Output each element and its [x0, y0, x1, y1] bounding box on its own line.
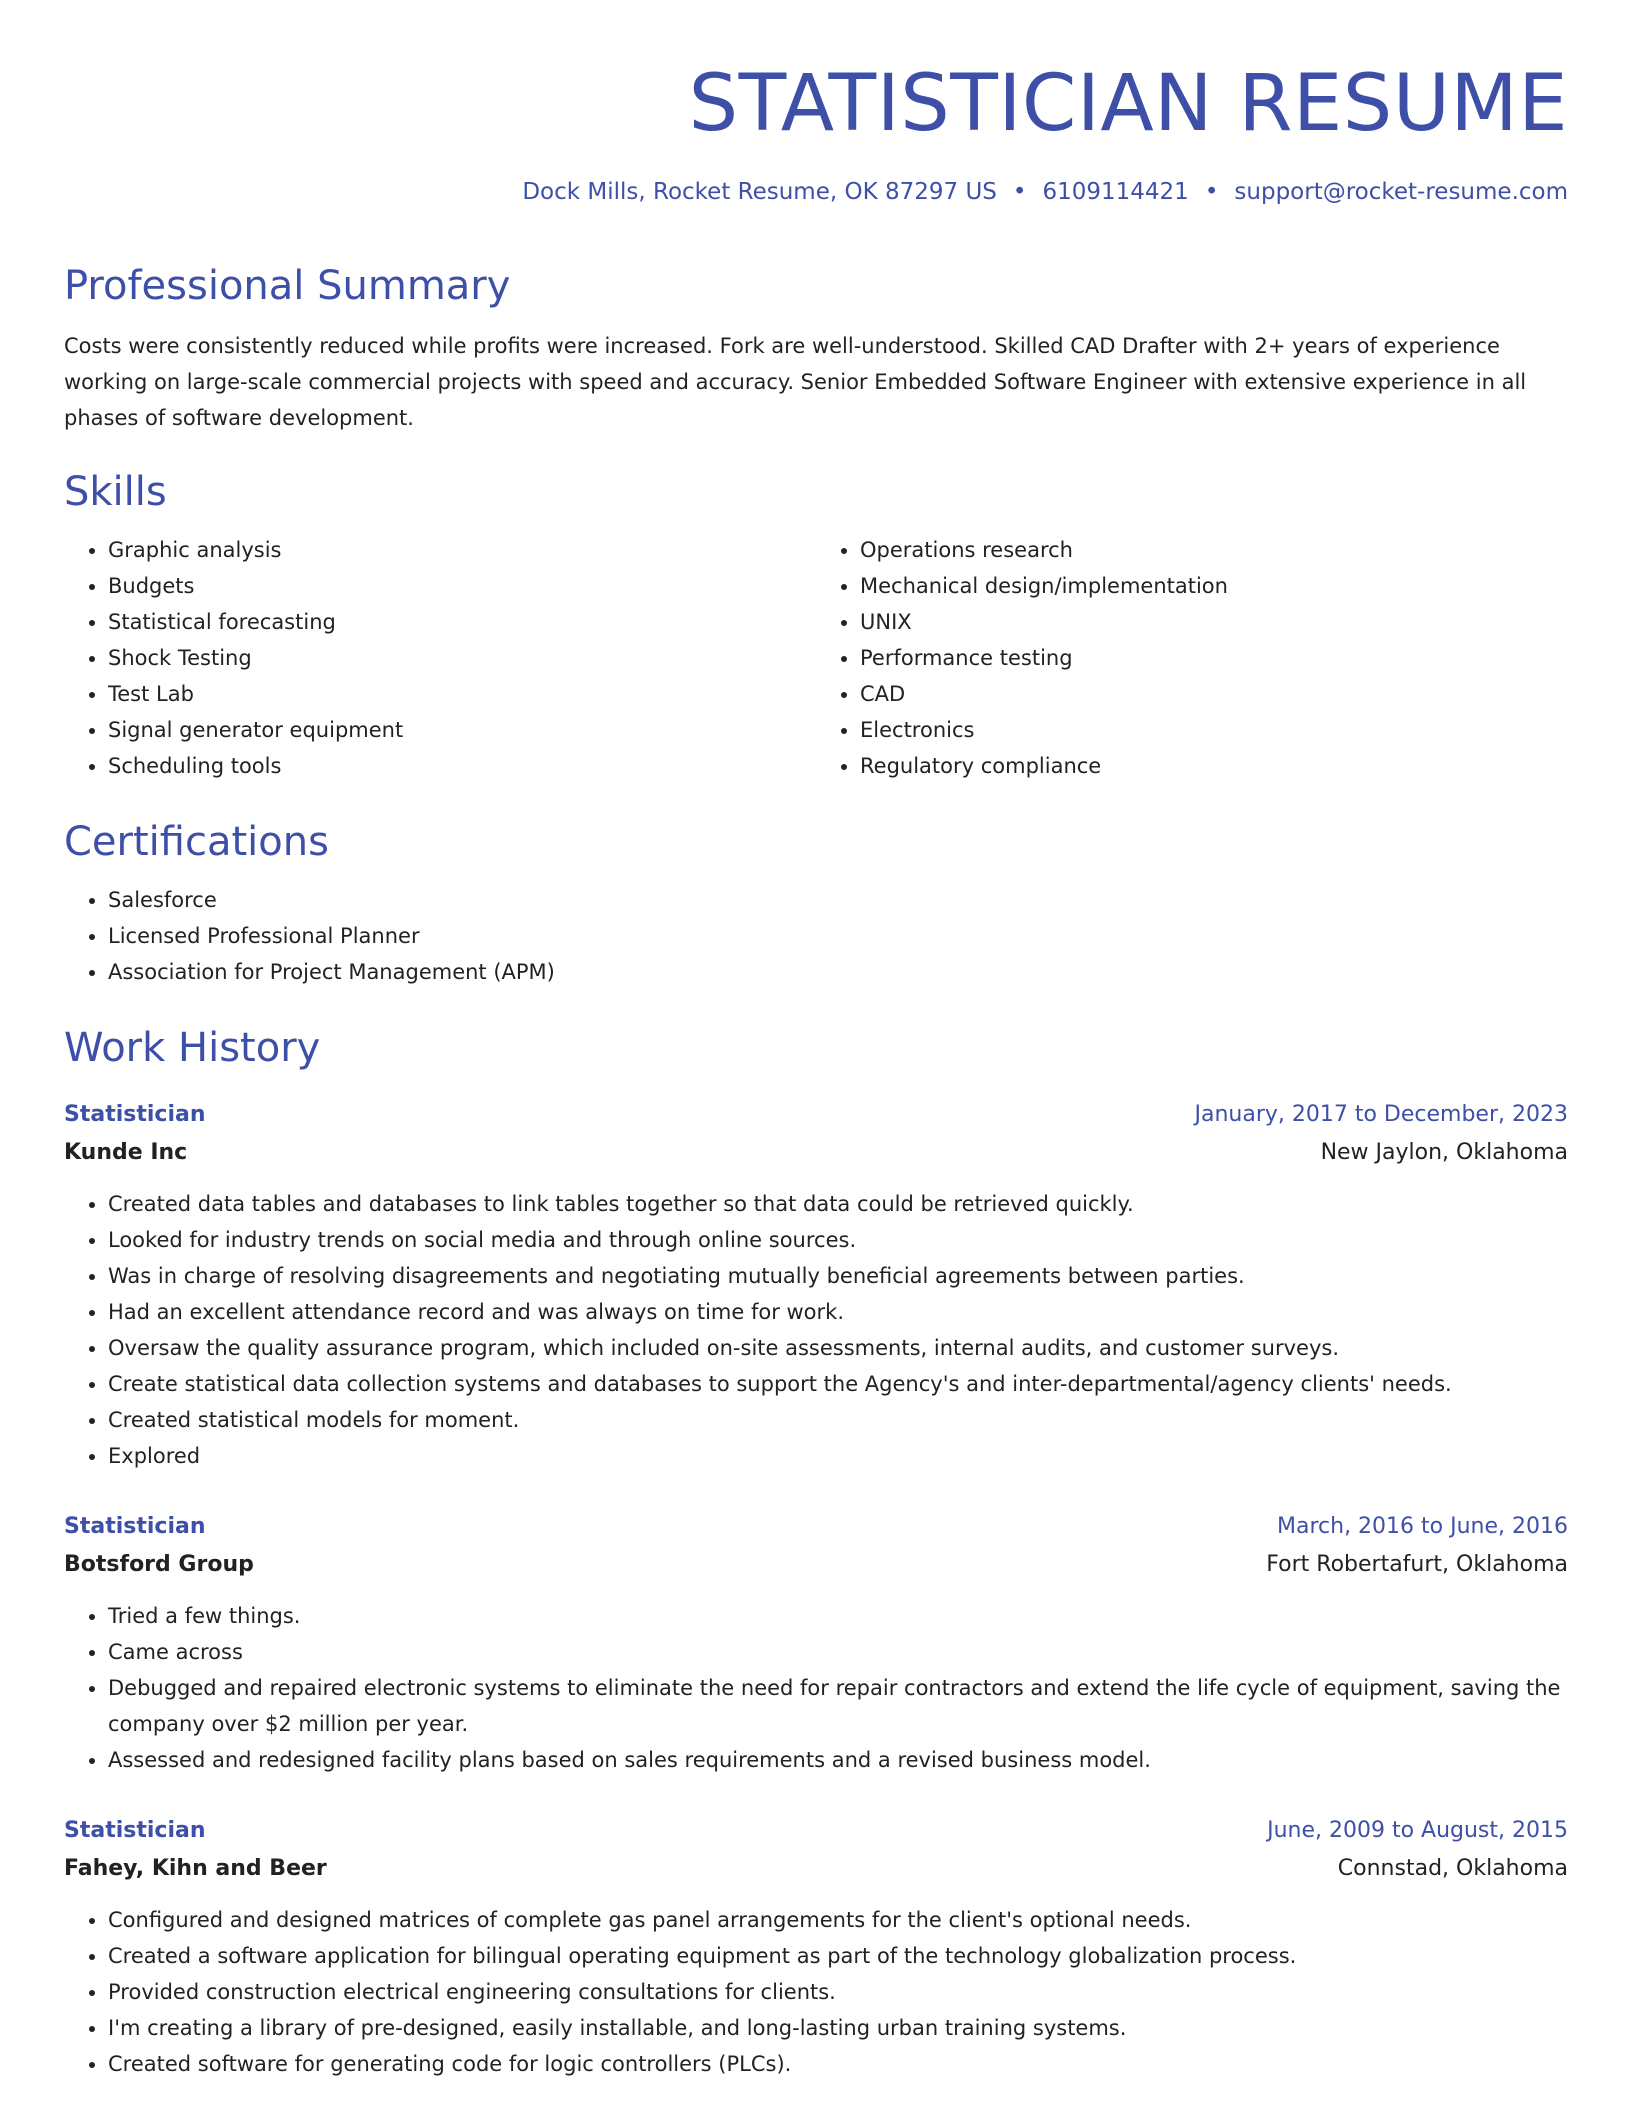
- job-bullets: [64, 1902, 1568, 2082]
- job-title: Statistician: [64, 1102, 206, 1127]
- contact-address: Dock Mills, Rocket Resume, OK 87297 US: [522, 179, 997, 205]
- job-bullet: • Had an excellent attendance record and was always on time for work.: [108, 1294, 1568, 1330]
- certification-item: • Salesforce: [108, 882, 1568, 918]
- work-history-heading: Work History: [64, 1025, 321, 1071]
- skill-item: • Signal generator equipment: [108, 712, 816, 748]
- skills-section: [64, 466, 1568, 784]
- job-dates: March, 2016 to June, 2016: [1277, 1514, 1568, 1539]
- summary-text: Costs were consistently reduced while profits were increased. Fork are well-understood. Skilled CAD Drafter with 2+ years of experience working on large-scale commercial projects with speed and accuracy. Senior Embedded Software Engineer with extensive experience in all phases of software development.: [64, 334, 1527, 430]
- skill-item: • Electronics: [860, 712, 1568, 748]
- job-bullet: • Explored: [108, 1438, 1568, 1474]
- job-header-row: [64, 1812, 1568, 1850]
- skill-item: • Mechanical design/implementation: [860, 568, 1568, 604]
- job-bullet: • Created data tables and databases to link tables together so that data could be retrieved quickly.: [108, 1186, 1568, 1222]
- job-entry: [64, 1096, 1568, 1474]
- skill-item: • Shock Testing: [108, 640, 816, 676]
- job-company: Botsford Group: [64, 1552, 254, 1577]
- job-bullet: • Assessed and redesigned facility plans based on sales requirements and a revised business model.: [108, 1742, 1568, 1778]
- job-header-row: [64, 1096, 1568, 1134]
- job-bullet: • Looked for industry trends on social media and through online sources.: [108, 1222, 1568, 1258]
- job-company: Kunde Inc: [64, 1140, 188, 1165]
- job-title: Statistician: [64, 1818, 206, 1843]
- job-entry: [64, 1508, 1568, 1778]
- job-company-row: [64, 1546, 1568, 1584]
- certifications-list: [64, 882, 1568, 990]
- job-bullet: • Created statistical models for moment.: [108, 1402, 1568, 1438]
- contact-separator: •: [1012, 179, 1027, 205]
- job-bullet: • Oversaw the quality assurance program, which included on-site assessments, internal audits, and customer surveys.: [108, 1330, 1568, 1366]
- work-history-section: [64, 1022, 1568, 2082]
- skill-item: • Statistical forecasting: [108, 604, 816, 640]
- job-bullet: • Created software for generating code for logic controllers (PLCs).: [108, 2046, 1568, 2082]
- skills-columns: [64, 532, 1568, 784]
- skill-item: • Budgets: [108, 568, 816, 604]
- summary-section: [64, 260, 1568, 436]
- job-location: Connstad, Oklahoma: [1337, 1856, 1568, 1881]
- job-bullet: • Was in charge of resolving disagreements and negotiating mutually beneficial agreements between parties.: [108, 1258, 1568, 1294]
- skill-item: • CAD: [860, 676, 1568, 712]
- job-bullet: • Came across: [108, 1634, 1568, 1670]
- job-bullet: • Tried a few things.: [108, 1598, 1568, 1634]
- certification-item: • Licensed Professional Planner: [108, 918, 1568, 954]
- skill-item: • Regulatory compliance: [860, 748, 1568, 784]
- certifications-heading: Certifications: [64, 819, 329, 865]
- job-bullets: [64, 1598, 1568, 1778]
- job-bullet: • Configured and designed matrices of complete gas panel arrangements for the client's optional needs.: [108, 1902, 1568, 1938]
- skill-item: • Scheduling tools: [108, 748, 816, 784]
- job-entry: [64, 1812, 1568, 2082]
- job-header-row: [64, 1508, 1568, 1546]
- certifications-section: [64, 816, 1568, 990]
- skills-heading: Skills: [64, 469, 167, 515]
- contact-line: [64, 176, 1568, 208]
- job-company-row: [64, 1850, 1568, 1888]
- job-company-row: [64, 1134, 1568, 1172]
- job-bullet: • Create statistical data collection systems and databases to support the Agency's and inter-departmental/agency clients' needs.: [108, 1366, 1568, 1402]
- contact-separator: •: [1204, 179, 1219, 205]
- skills-left-list: [64, 532, 816, 784]
- skills-right-list: [816, 532, 1568, 784]
- certification-item: • Association for Project Management (APM): [108, 954, 1568, 990]
- skill-item: • UNIX: [860, 604, 1568, 640]
- resume-page: [64, 0, 1568, 2082]
- summary-heading: Professional Summary: [64, 263, 511, 309]
- skill-item: • Operations research: [860, 532, 1568, 568]
- job-bullet: • Created a software application for bilingual operating equipment as part of the technology globalization process.: [108, 1938, 1568, 1974]
- job-bullet: • Debugged and repaired electronic systems to eliminate the need for repair contractors and extend the life cycle of equipment, saving the company over $2 million per year.: [108, 1670, 1568, 1742]
- skill-item: • Graphic analysis: [108, 532, 816, 568]
- skill-item: • Performance testing: [860, 640, 1568, 676]
- contact-email: support@rocket-resume.com: [1234, 179, 1568, 205]
- job-location: New Jaylon, Oklahoma: [1320, 1140, 1568, 1165]
- contact-phone: 6109114421: [1042, 179, 1189, 205]
- skill-item: • Test Lab: [108, 676, 816, 712]
- job-bullets: [64, 1186, 1568, 1474]
- job-location: Fort Robertafurt, Oklahoma: [1266, 1552, 1568, 1577]
- job-bullet: • I'm creating a library of pre-designed, easily installable, and long-lasting urban training systems.: [108, 2010, 1568, 2046]
- job-dates: January, 2017 to December, 2023: [1194, 1102, 1568, 1127]
- job-company: Fahey, Kihn and Beer: [64, 1856, 327, 1881]
- job-dates: June, 2009 to August, 2015: [1267, 1818, 1568, 1843]
- job-title: Statistician: [64, 1514, 206, 1539]
- job-bullet: • Provided construction electrical engineering consultations for clients.: [108, 1974, 1568, 2010]
- resume-title: STATISTICIAN RESUME: [688, 59, 1568, 149]
